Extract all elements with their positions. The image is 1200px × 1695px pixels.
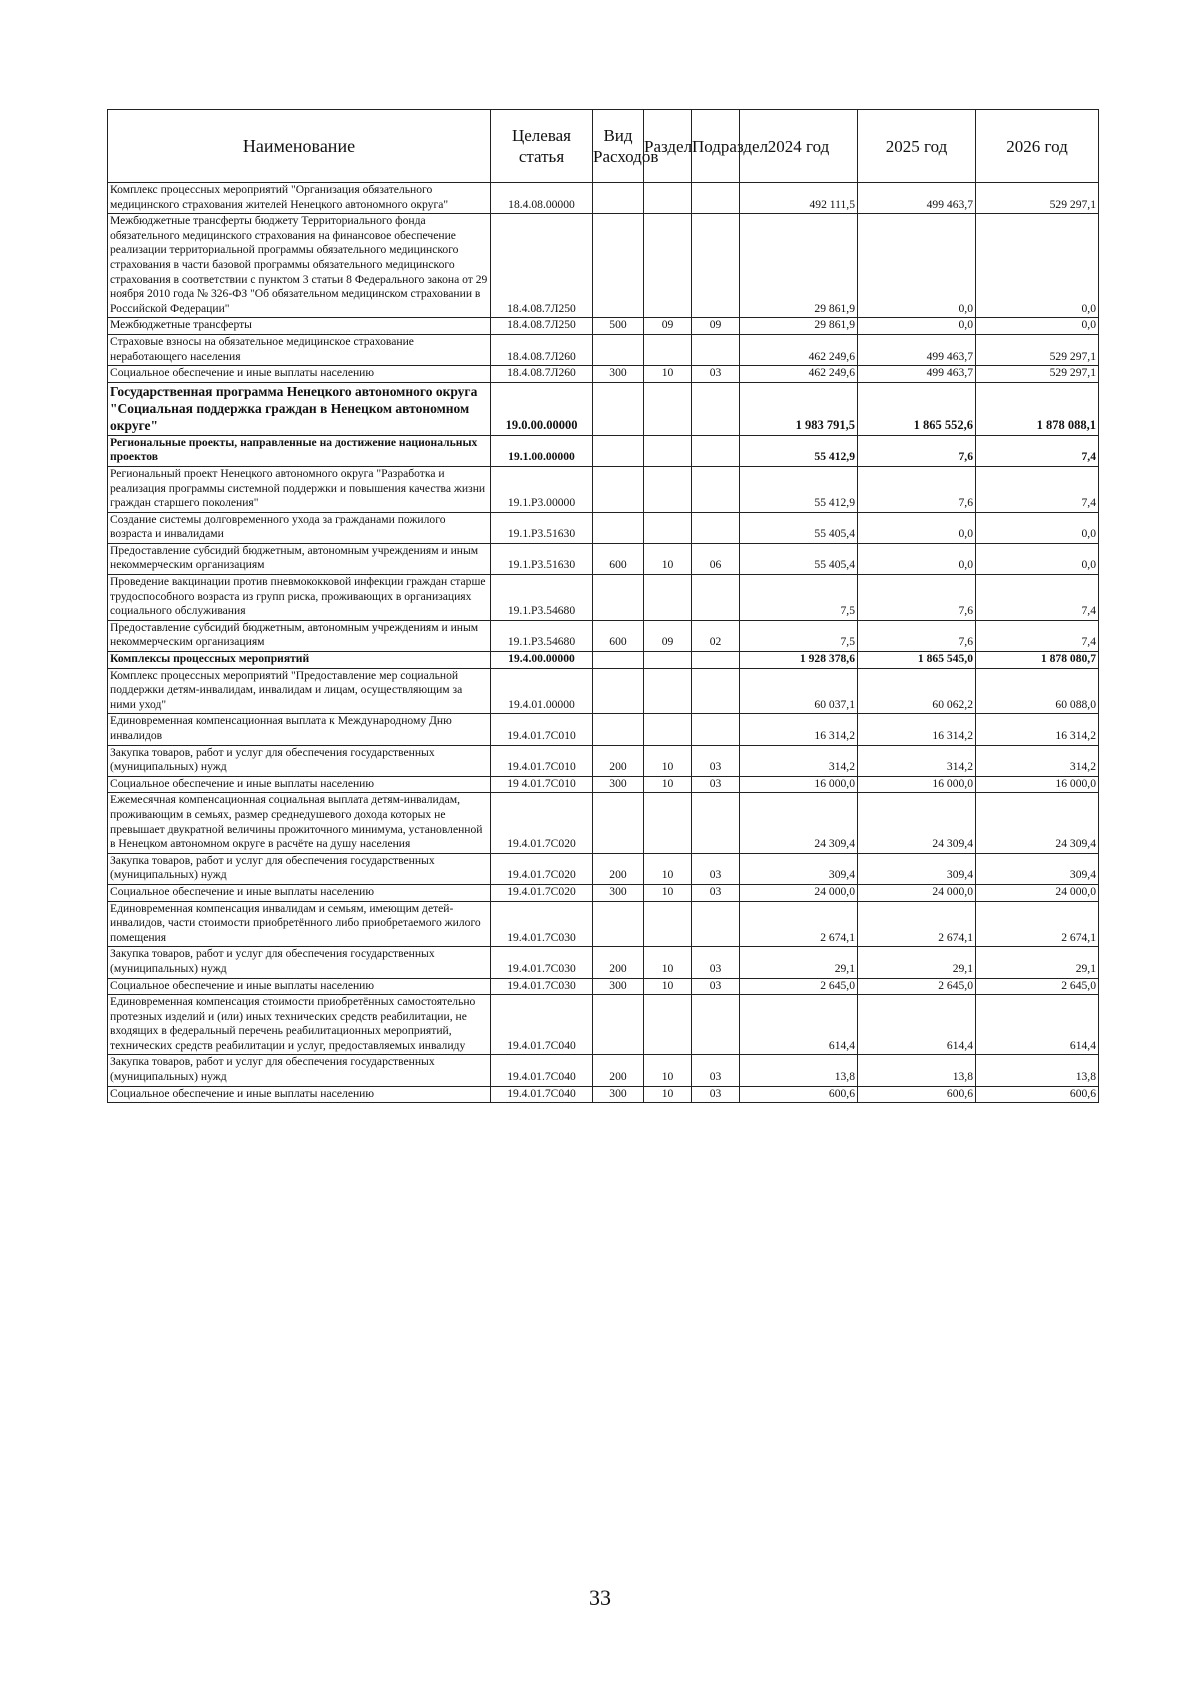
table-row [108, 947, 1099, 978]
cell-expense-type: 300 [593, 884, 644, 901]
cell-section: 10 [644, 1055, 692, 1086]
cell-2024: 60 037,1 [740, 668, 858, 714]
cell-section [644, 334, 692, 365]
cell-subsection: 03 [692, 1055, 740, 1086]
cell-2025: 29,1 [858, 947, 976, 978]
cell-expense-type [593, 995, 644, 1055]
cell-2025: 24 000,0 [858, 884, 976, 901]
cell-2026: 2 674,1 [976, 901, 1099, 947]
cell-expense-type [593, 793, 644, 853]
cell-subsection: 03 [692, 884, 740, 901]
cell-2025: 1 865 545,0 [858, 652, 976, 669]
cell-name: Закупка товаров, работ и услуг для обеспечения государственных (муниципальных) нужд [108, 1055, 491, 1086]
cell-section [644, 382, 692, 435]
cell-2026: 16 000,0 [976, 776, 1099, 793]
cell-2026: 529 297,1 [976, 334, 1099, 365]
cell-2024: 55 412,9 [740, 466, 858, 512]
table-row [108, 620, 1099, 651]
cell-name: Предоставление субсидий бюджетным, автономным учреждениям и иным некоммерческим организациям [108, 543, 491, 574]
cell-2025: 1 865 552,6 [858, 382, 976, 435]
cell-target: 18.4.08.00000 [491, 183, 593, 214]
cell-name: Единовременная компенсация стоимости приобретённых самостоятельно протезных изделий и (или) иных технических средств реабилитации, не входящих в федеральный перечень реабилитационных мероприятий, технических средств реабилитации и услуг, предоставляемых инвалиду [108, 995, 491, 1055]
cell-name: Межбюджетные трансферты [108, 318, 491, 335]
cell-target: 18.4.08.7Л260 [491, 366, 593, 383]
cell-2026: 7,4 [976, 575, 1099, 621]
cell-target: 19.1.00.00000 [491, 435, 593, 466]
table-row [108, 978, 1099, 995]
cell-section [644, 793, 692, 853]
cell-subsection: 02 [692, 620, 740, 651]
cell-2024: 309,4 [740, 853, 858, 884]
cell-expense-type: 200 [593, 947, 644, 978]
cell-2025: 24 309,4 [858, 793, 976, 853]
cell-target: 19.4.01.7С030 [491, 978, 593, 995]
table-row [108, 1055, 1099, 1086]
cell-2026: 0,0 [976, 512, 1099, 543]
table-row [108, 183, 1099, 214]
cell-section: 10 [644, 853, 692, 884]
cell-subsection [692, 901, 740, 947]
cell-expense-type [593, 668, 644, 714]
cell-name: Закупка товаров, работ и услуг для обеспечения государственных (муниципальных) нужд [108, 853, 491, 884]
cell-2024: 1 928 378,6 [740, 652, 858, 669]
cell-expense-type [593, 512, 644, 543]
cell-expense-type: 300 [593, 978, 644, 995]
cell-name: Межбюджетные трансферты бюджету Территориального фонда обязательного медицинского страхования на финансовое обеспечение реализации территориальной программы обязательного медицинского страхования в части базовой программы обязательного медицинского страхования в соответствии с пунктом 3 статьи 8 Федерального закона от 29 ноября 2010 года № 326-ФЗ "Об обязательном медицинском страховании в Российской Федерации" [108, 214, 491, 318]
cell-2024: 29 861,9 [740, 318, 858, 335]
table-row [108, 575, 1099, 621]
cell-section [644, 435, 692, 466]
cell-2026: 309,4 [976, 853, 1099, 884]
cell-2024: 13,8 [740, 1055, 858, 1086]
table-row [108, 853, 1099, 884]
cell-2025: 309,4 [858, 853, 976, 884]
table-body [108, 183, 1099, 1103]
page-number: 33 [589, 1585, 611, 1610]
cell-2026: 29,1 [976, 947, 1099, 978]
cell-2024: 492 111,5 [740, 183, 858, 214]
cell-expense-type [593, 466, 644, 512]
cell-target: 19.4.01.7С030 [491, 947, 593, 978]
cell-2025: 2 674,1 [858, 901, 976, 947]
cell-target: 19.0.00.00000 [491, 382, 593, 435]
cell-name: Создание системы долговременного ухода за гражданами пожилого возраста и инвалидами [108, 512, 491, 543]
cell-subsection: 03 [692, 745, 740, 776]
cell-subsection [692, 793, 740, 853]
cell-name: Комплекс процессных мероприятий "Организация обязательного медицинского страхования жителей Ненецкого автономного округа" [108, 183, 491, 214]
cell-section [644, 901, 692, 947]
table-row [108, 1086, 1099, 1103]
cell-subsection [692, 714, 740, 745]
cell-target: 19.1.P3.00000 [491, 466, 593, 512]
cell-section [644, 512, 692, 543]
cell-section [644, 714, 692, 745]
header-expense-type: Вид Расходов [593, 110, 644, 183]
cell-section [644, 214, 692, 318]
cell-section: 10 [644, 745, 692, 776]
cell-name: Проведение вакцинации против пневмококковой инфекции граждан старше трудоспособного возраста из групп риска, проживающих в организациях социального обслуживания [108, 575, 491, 621]
cell-2025: 60 062,2 [858, 668, 976, 714]
cell-name: Закупка товаров, работ и услуг для обеспечения государственных (муниципальных) нужд [108, 947, 491, 978]
cell-2024: 16 000,0 [740, 776, 858, 793]
cell-2025: 7,6 [858, 575, 976, 621]
cell-name: Социальное обеспечение и иные выплаты населению [108, 366, 491, 383]
cell-target: 19.4.01.7С040 [491, 1055, 593, 1086]
cell-2025: 16 314,2 [858, 714, 976, 745]
header-name: Наименование [108, 110, 491, 183]
cell-name: Региональные проекты, направленные на достижение национальных проектов [108, 435, 491, 466]
cell-section [644, 668, 692, 714]
cell-section [644, 575, 692, 621]
cell-2025: 7,6 [858, 620, 976, 651]
cell-2024: 7,5 [740, 620, 858, 651]
cell-subsection [692, 668, 740, 714]
cell-target: 19.1.P3.51630 [491, 543, 593, 574]
table-row [108, 714, 1099, 745]
budget-table [107, 109, 1099, 1103]
cell-2025: 16 000,0 [858, 776, 976, 793]
cell-2024: 600,6 [740, 1086, 858, 1103]
table-row [108, 652, 1099, 669]
cell-subsection [692, 652, 740, 669]
cell-expense-type: 300 [593, 776, 644, 793]
cell-name: Страховые взносы на обязательное медицинское страхование неработающего населения [108, 334, 491, 365]
cell-section: 10 [644, 776, 692, 793]
cell-subsection: 03 [692, 978, 740, 995]
cell-expense-type [593, 714, 644, 745]
cell-section [644, 466, 692, 512]
cell-name: Комплекс процессных мероприятий "Предоставление мер социальной поддержки детям-инвалидам, инвалидам и лицам, осуществляющим за ними уход" [108, 668, 491, 714]
table-row [108, 995, 1099, 1055]
cell-2026: 0,0 [976, 214, 1099, 318]
cell-2026: 16 314,2 [976, 714, 1099, 745]
cell-2026: 7,4 [976, 620, 1099, 651]
cell-2025: 7,6 [858, 435, 976, 466]
table-row [108, 366, 1099, 383]
cell-subsection: 03 [692, 947, 740, 978]
header-2026: 2026 год [976, 110, 1099, 183]
cell-expense-type: 200 [593, 1055, 644, 1086]
cell-target: 19.4.01.7С020 [491, 853, 593, 884]
cell-section: 10 [644, 543, 692, 574]
cell-target: 19.4.00.00000 [491, 652, 593, 669]
cell-2026: 1 878 080,7 [976, 652, 1099, 669]
table-row [108, 543, 1099, 574]
table-row [108, 884, 1099, 901]
header-2024: 2024 год [740, 110, 858, 183]
header-target: Целевая статья [491, 110, 593, 183]
cell-expense-type [593, 575, 644, 621]
cell-expense-type [593, 435, 644, 466]
table-row [108, 334, 1099, 365]
table-row [108, 435, 1099, 466]
cell-subsection [692, 334, 740, 365]
cell-2026: 2 645,0 [976, 978, 1099, 995]
cell-2026: 314,2 [976, 745, 1099, 776]
cell-expense-type: 600 [593, 543, 644, 574]
cell-2025: 499 463,7 [858, 183, 976, 214]
cell-name: Региональный проект Ненецкого автономного округа "Разработка и реализация программы системной поддержки и повышения качества жизни граждан старшего поколения" [108, 466, 491, 512]
cell-expense-type [593, 382, 644, 435]
cell-subsection: 09 [692, 318, 740, 335]
cell-section: 10 [644, 1086, 692, 1103]
cell-target: 19.4.01.7С040 [491, 995, 593, 1055]
cell-2024: 2 674,1 [740, 901, 858, 947]
cell-2026: 529 297,1 [976, 183, 1099, 214]
cell-subsection [692, 466, 740, 512]
cell-name: Социальное обеспечение и иные выплаты населению [108, 978, 491, 995]
cell-2024: 55 405,4 [740, 543, 858, 574]
cell-subsection [692, 183, 740, 214]
cell-2025: 314,2 [858, 745, 976, 776]
cell-2025: 2 645,0 [858, 978, 976, 995]
cell-target: 18.4.08.7Л250 [491, 214, 593, 318]
cell-name: Закупка товаров, работ и услуг для обеспечения государственных (муниципальных) нужд [108, 745, 491, 776]
table-row [108, 793, 1099, 853]
cell-target: 19 4.01.7С010 [491, 776, 593, 793]
cell-2026: 13,8 [976, 1055, 1099, 1086]
cell-target: 19.1.P3.54680 [491, 575, 593, 621]
cell-2026: 7,4 [976, 466, 1099, 512]
table-row [108, 466, 1099, 512]
cell-2024: 462 249,6 [740, 334, 858, 365]
cell-2024: 55 412,9 [740, 435, 858, 466]
cell-2025: 499 463,7 [858, 334, 976, 365]
cell-section: 10 [644, 366, 692, 383]
cell-expense-type [593, 183, 644, 214]
cell-section: 09 [644, 318, 692, 335]
cell-expense-type: 600 [593, 620, 644, 651]
cell-2024: 462 249,6 [740, 366, 858, 383]
cell-2025: 0,0 [858, 318, 976, 335]
cell-section: 09 [644, 620, 692, 651]
header-section: Раздел [644, 110, 692, 183]
cell-target: 19.1.P3.51630 [491, 512, 593, 543]
cell-2025: 7,6 [858, 466, 976, 512]
cell-2026: 0,0 [976, 543, 1099, 574]
cell-section: 10 [644, 947, 692, 978]
cell-expense-type [593, 901, 644, 947]
cell-subsection [692, 382, 740, 435]
table-row [108, 776, 1099, 793]
cell-section [644, 652, 692, 669]
table-row [108, 745, 1099, 776]
cell-2024: 614,4 [740, 995, 858, 1055]
cell-name: Предоставление субсидий бюджетным, автономным учреждениям и иным некоммерческим организациям [108, 620, 491, 651]
cell-target: 19.1.P3.54680 [491, 620, 593, 651]
cell-2024: 16 314,2 [740, 714, 858, 745]
cell-section [644, 995, 692, 1055]
cell-subsection: 03 [692, 853, 740, 884]
cell-target: 19.4.01.7С020 [491, 793, 593, 853]
cell-2024: 24 309,4 [740, 793, 858, 853]
header-subsection: Подраздел [692, 110, 740, 183]
cell-2026: 529 297,1 [976, 366, 1099, 383]
cell-section: 10 [644, 884, 692, 901]
cell-name: Государственная программа Ненецкого автономного округа "Социальная поддержка граждан в Ненецком автономном округе" [108, 382, 491, 435]
cell-2025: 0,0 [858, 512, 976, 543]
cell-subsection [692, 214, 740, 318]
cell-name: Комплексы процессных мероприятий [108, 652, 491, 669]
cell-name: Социальное обеспечение и иные выплаты населению [108, 1086, 491, 1103]
cell-2024: 314,2 [740, 745, 858, 776]
cell-target: 19.4.01.7С010 [491, 745, 593, 776]
cell-2024: 29 861,9 [740, 214, 858, 318]
cell-subsection: 06 [692, 543, 740, 574]
cell-section [644, 183, 692, 214]
cell-subsection [692, 512, 740, 543]
table-row [108, 901, 1099, 947]
table-row [108, 214, 1099, 318]
cell-name: Единовременная компенсационная выплата к Международному Дню инвалидов [108, 714, 491, 745]
cell-name: Социальное обеспечение и иные выплаты населению [108, 776, 491, 793]
cell-2024: 7,5 [740, 575, 858, 621]
table-row [108, 318, 1099, 335]
cell-2025: 13,8 [858, 1055, 976, 1086]
cell-name: Социальное обеспечение и иные выплаты населению [108, 884, 491, 901]
cell-subsection: 03 [692, 366, 740, 383]
cell-expense-type: 500 [593, 318, 644, 335]
cell-subsection [692, 995, 740, 1055]
cell-expense-type [593, 334, 644, 365]
cell-target: 19.4.01.7С020 [491, 884, 593, 901]
cell-name: Единовременная компенсация инвалидам и семьям, имеющим детей-инвалидов, части стоимости приобретённого либо приобретаемого жилого помещения [108, 901, 491, 947]
cell-2026: 60 088,0 [976, 668, 1099, 714]
cell-2026: 614,4 [976, 995, 1099, 1055]
cell-2026: 24 000,0 [976, 884, 1099, 901]
cell-expense-type: 200 [593, 853, 644, 884]
header-2025: 2025 год [858, 110, 976, 183]
cell-expense-type [593, 652, 644, 669]
cell-2024: 24 000,0 [740, 884, 858, 901]
cell-subsection: 03 [692, 1086, 740, 1103]
cell-2025: 600,6 [858, 1086, 976, 1103]
table-row [108, 512, 1099, 543]
table-header [108, 110, 1099, 183]
cell-2025: 614,4 [858, 995, 976, 1055]
cell-subsection [692, 435, 740, 466]
cell-expense-type: 300 [593, 1086, 644, 1103]
cell-target: 19.4.01.7С010 [491, 714, 593, 745]
cell-2026: 0,0 [976, 318, 1099, 335]
cell-expense-type: 300 [593, 366, 644, 383]
cell-name: Ежемесячная компенсационная социальная выплата детям-инвалидам, проживающим в семьях, размер среднедушевого дохода которых не превышает двукратной величины прожиточного минимума, установленной в Ненецком автономном округе в расчёте на душу населения [108, 793, 491, 853]
cell-2024: 55 405,4 [740, 512, 858, 543]
cell-target: 18.4.08.7Л250 [491, 318, 593, 335]
cell-2025: 0,0 [858, 543, 976, 574]
table-row [108, 382, 1099, 435]
cell-2026: 24 309,4 [976, 793, 1099, 853]
cell-target: 19.4.01.00000 [491, 668, 593, 714]
cell-2024: 2 645,0 [740, 978, 858, 995]
cell-2026: 1 878 088,1 [976, 382, 1099, 435]
cell-subsection: 03 [692, 776, 740, 793]
cell-2024: 29,1 [740, 947, 858, 978]
cell-2026: 600,6 [976, 1086, 1099, 1103]
cell-target: 18.4.08.7Л260 [491, 334, 593, 365]
cell-section: 10 [644, 978, 692, 995]
table-row [108, 668, 1099, 714]
cell-2024: 1 983 791,5 [740, 382, 858, 435]
cell-expense-type: 200 [593, 745, 644, 776]
cell-2025: 499 463,7 [858, 366, 976, 383]
cell-2026: 7,4 [976, 435, 1099, 466]
cell-expense-type [593, 214, 644, 318]
cell-target: 19.4.01.7С040 [491, 1086, 593, 1103]
cell-2025: 0,0 [858, 214, 976, 318]
cell-target: 19.4.01.7С030 [491, 901, 593, 947]
cell-subsection [692, 575, 740, 621]
